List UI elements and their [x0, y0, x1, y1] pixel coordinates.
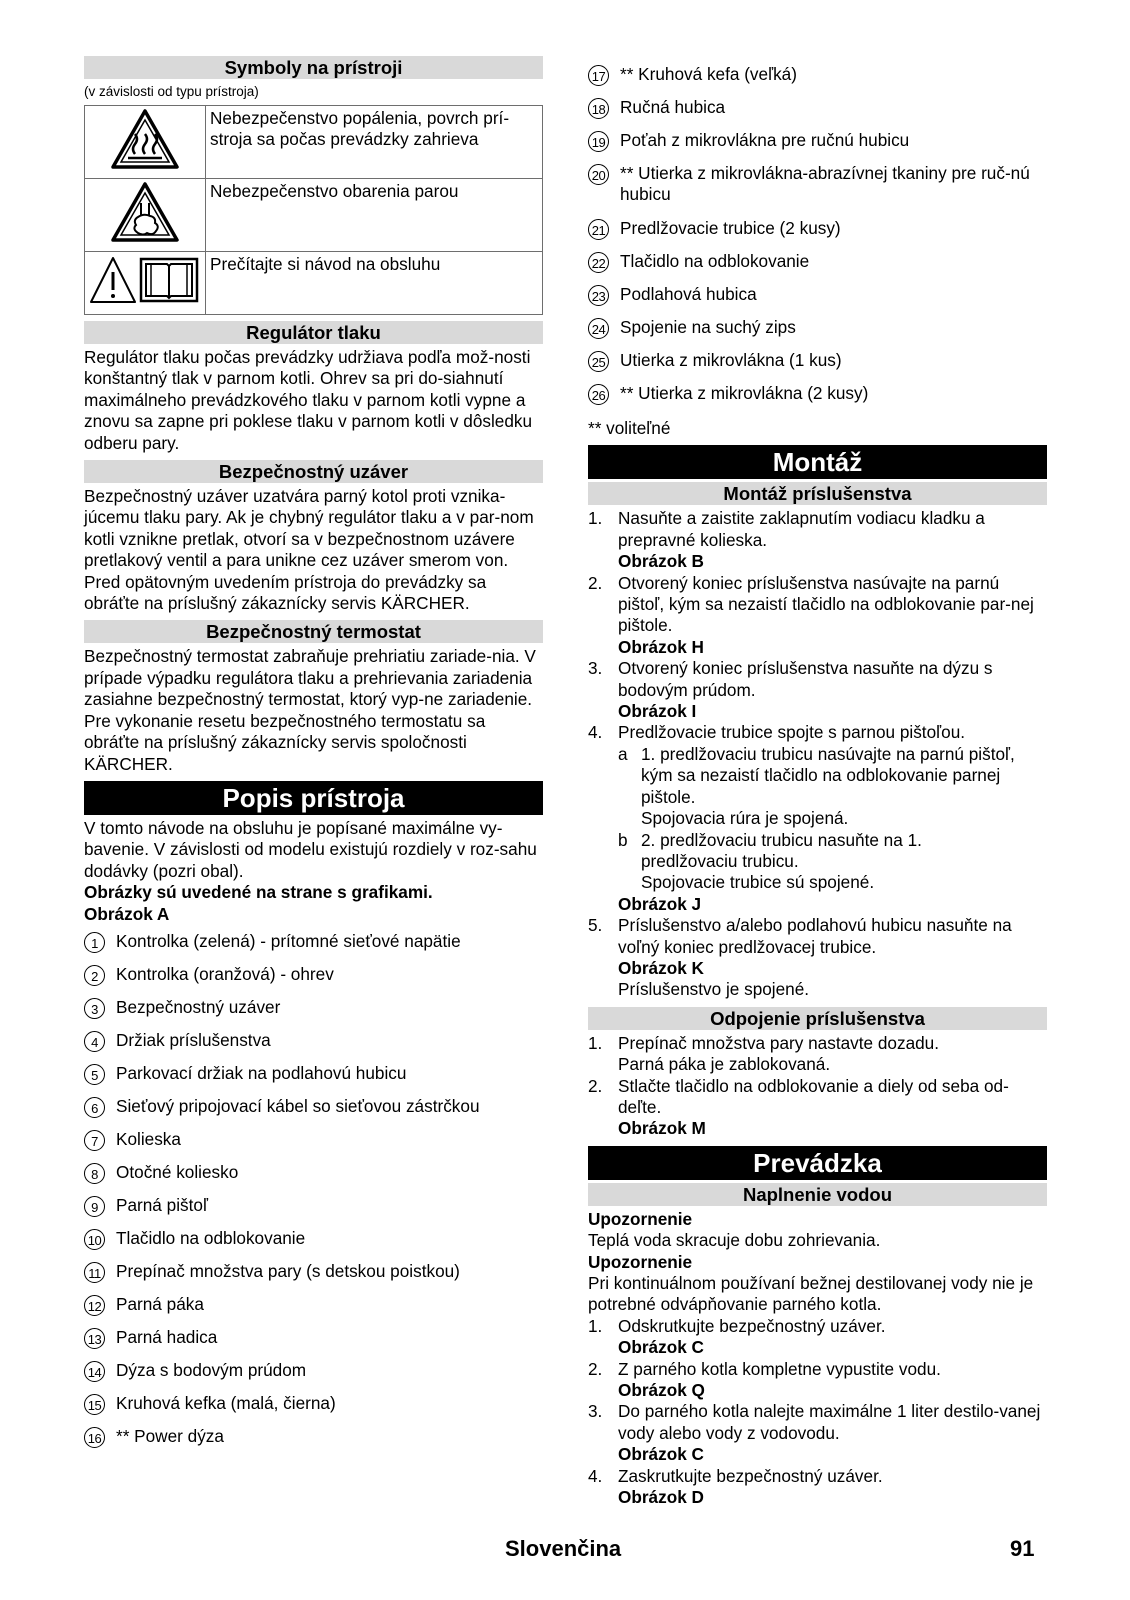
step-number: 2. — [588, 1075, 603, 1096]
optional-note: ** voliteľné — [588, 418, 671, 438]
step-text: Prepínač množstva pary nastavte dozadu. — [618, 1032, 940, 1053]
symbols-table — [84, 105, 543, 315]
figure-ref: Obrázok K — [618, 957, 704, 978]
substep-result: Spojovacia rúra je spojená. — [641, 808, 849, 829]
list-item — [84, 1426, 543, 1459]
item-number: 4 — [84, 1031, 105, 1052]
step-number: 4. — [588, 722, 603, 743]
pressure-text: Regulátor tlaku počas prevádzky udržiava podľa mož-nosti konštantný tlak v parnom kotli. Ohrev sa pri do-siahnutí maximálneho prevádzkového tlaku v parnom kotli vypne a znovu sa zapne pri poklese tlaku v parnom kotli v dôsledku odberu pary. — [84, 347, 533, 453]
lock-text-1: Bezpečnostný uzáver uzatvára parný kotol proti vznika-júcemu tlaku pary. Ak je chybný regulátor tlaku a v par-nom kotli vznikne pretlak, otvorí sa v bezpečnostnom uzávere pretlakový ventil a para unikne cez uzáver smerom von. — [84, 486, 534, 571]
lock-heading: Bezpečnostný uzáver — [84, 460, 543, 483]
list-item — [84, 931, 543, 964]
list-item — [84, 1393, 543, 1426]
step-text: Otvorený koniec príslušenstva nasuňte na dýzu s bodovým prúdom. — [618, 658, 993, 700]
mount-step-5 — [588, 915, 1047, 1001]
symbols-heading: Symboly na prístroji — [84, 56, 543, 79]
step-text: Stlačte tlačidlo na odblokovanie a diely od seba od-deľte. — [618, 1075, 1009, 1117]
list-item — [84, 964, 543, 997]
note-heading: Upozornenie — [588, 1251, 693, 1272]
figure-ref: Obrázok C — [618, 1444, 704, 1465]
symbols-note: (v závislosti od typu prístroja) — [84, 84, 259, 99]
item-number: 10 — [84, 1229, 105, 1250]
figure-ref: Obrázok C — [618, 1337, 704, 1358]
substep-text: 1. predlžovaciu trubicu nasúvajte na parnú pištoľ, kým sa nezaistí tlačidlo na odblokovanie parnej pištole. — [641, 743, 1015, 807]
mount-step-4 — [588, 722, 1047, 915]
steam-scald-warning-icon — [85, 179, 206, 252]
list-item — [84, 1261, 543, 1294]
item-text: Kolieska — [116, 1128, 181, 1149]
symbol-text-hot-surface: Nebezpečenstvo popálenia, povrch prí-stroja sa počas prevádzky zahrieva — [206, 106, 543, 179]
figure-ref: Obrázok D — [618, 1487, 704, 1508]
step-text: Do parného kotla nalejte maximálne 1 liter destilo-vanej vody alebo vody z vodovodu. — [618, 1401, 1041, 1443]
figure-ref: Obrázok J — [618, 893, 702, 914]
item-number: 19 — [588, 131, 609, 152]
detach-step-1 — [588, 1033, 1047, 1076]
step-text: Zaskrutkujte bezpečnostný uzáver. — [618, 1465, 883, 1486]
read-manual-icon — [85, 252, 206, 315]
list-item — [84, 1162, 543, 1195]
substep-result: Spojovacie trubice sú spojené. — [641, 872, 875, 893]
lock-text-2: Pred opätovným uvedením prístroja do prevádzky sa obráťte na príslušný zákaznícky servis KÄRCHER. — [84, 571, 487, 614]
note-text: Pri kontinuálnom používaní bežnej destilovanej vody nie je potrebné odvápňovanie parného kotla. — [588, 1273, 1034, 1315]
figure-ref: Obrázok Q — [618, 1380, 705, 1401]
item-text: Tlačidlo na odblokovanie — [116, 1227, 306, 1248]
item-number: 15 — [84, 1394, 105, 1415]
list-item — [588, 350, 1047, 383]
list-item — [588, 218, 1047, 251]
right-column — [588, 64, 1047, 1508]
step-number: 2. — [588, 1358, 603, 1379]
list-item — [84, 1030, 543, 1063]
list-item — [588, 64, 1047, 97]
list-item — [84, 1327, 543, 1360]
item-text: ** Kruhová kefa (veľká) — [620, 64, 797, 84]
item-number: 20 — [588, 164, 609, 185]
item-text: Parná páka — [116, 1293, 204, 1314]
left-column — [84, 56, 543, 1459]
item-number: 24 — [588, 318, 609, 339]
substep-letter: b — [618, 829, 628, 850]
substep-letter: a — [618, 743, 628, 764]
step-text: Príslušenstvo a/alebo podlahovú hubicu nasuňte na voľný koniec predlžovacej trubice. — [618, 915, 1012, 957]
item-text: Dýza s bodovým prúdom — [116, 1359, 307, 1380]
step-text: Predlžovacie trubice spojte s parnou pištoľou. — [618, 722, 966, 743]
item-text: Parná pištoľ — [116, 1194, 208, 1215]
thermostat-heading: Bezpečnostný termostat — [84, 620, 543, 643]
item-number: 14 — [84, 1361, 105, 1382]
thermostat-text-2: Pre vykonanie resetu bezpečnostného termostatu sa obráťte na príslušný zákaznícky servis spoločnosti KÄRCHER. — [84, 710, 486, 774]
item-number: 17 — [588, 65, 609, 86]
item-text: Ručná hubica — [620, 97, 726, 117]
item-number: 25 — [588, 351, 609, 372]
parts-list-left — [84, 931, 543, 1459]
step-number: 4. — [588, 1465, 603, 1486]
item-number: 2 — [84, 965, 105, 986]
description-text: V tomto návode na obsluhu je popísané maximálne vy-bavenie. V závislosti od modelu existujú rozdiely v roz-sahu dodávky (pozri obal). — [84, 817, 537, 881]
item-text: Predlžovacie trubice (2 kusy) — [620, 218, 841, 238]
substep-text: 2. predlžovaciu trubicu nasuňte na 1. predlžovaciu trubicu. — [641, 829, 922, 871]
figure-ref: Obrázok B — [618, 551, 704, 572]
step-text: Otvorený koniec príslušenstva nasúvajte na parnú pištoľ, kým sa nezaistí tlačidlo na odblokovanie par-nej pištole. — [618, 572, 1034, 636]
item-text: Bezpečnostný uzáver — [116, 996, 281, 1017]
item-text: Otočné koliesko — [116, 1161, 239, 1182]
figure-ref: Obrázok H — [618, 636, 704, 657]
step-number: 5. — [588, 915, 603, 936]
list-item — [84, 1063, 543, 1096]
item-number: 18 — [588, 98, 609, 119]
description-bold-note: Obrázky sú uvedené na strane s grafikami. — [84, 882, 433, 903]
hot-surface-warning-icon — [85, 106, 206, 179]
item-number: 21 — [588, 219, 609, 240]
substep-b — [618, 830, 1047, 894]
step-text: Nasuňte a zaistite zaklapnutím vodiacu kladku a prepravné kolieska. — [618, 508, 985, 550]
thermostat-text-1: Bezpečnostný termostat zabraňuje prehriatiu zariade-nia. V prípade výpadku regulátora tlaku a prehrievania zariadenia zasiahne bezpečnostný termostat, ktorý vyp-ne zariadenie. — [84, 646, 536, 710]
symbol-text-manual: Prečítajte si návod na obsluhu — [206, 252, 543, 315]
item-text: Parkovací držiak na podlahovú hubicu — [116, 1062, 407, 1083]
fill-step-3 — [588, 1401, 1047, 1465]
item-number: 13 — [84, 1328, 105, 1349]
item-number: 3 — [84, 998, 105, 1019]
list-item — [84, 1129, 543, 1162]
list-item — [84, 1294, 543, 1327]
list-item — [84, 1195, 543, 1228]
list-item — [84, 1228, 543, 1261]
description-heading: Popis prístroja — [84, 781, 543, 815]
accessory-detach-heading: Odpojenie príslušenstva — [588, 1007, 1047, 1030]
list-item — [84, 1360, 543, 1393]
figure-ref: Obrázok M — [618, 1118, 706, 1139]
item-number: 6 — [84, 1097, 105, 1118]
list-item — [588, 97, 1047, 130]
step-text: Odskrutkujte bezpečnostný uzáver. — [618, 1315, 886, 1336]
item-number: 11 — [84, 1262, 105, 1283]
step-number: 3. — [588, 1401, 603, 1422]
item-text: ** Utierka z mikrovlákna (2 kusy) — [620, 383, 869, 403]
item-text: ** Power dýza — [116, 1425, 224, 1446]
note-heading: Upozornenie — [588, 1208, 693, 1229]
item-text: Podlahová hubica — [620, 284, 757, 304]
step-number: 1. — [588, 1315, 603, 1336]
pressure-heading: Regulátor tlaku — [84, 321, 543, 344]
mounting-heading: Montáž — [588, 445, 1047, 479]
mount-step-2 — [588, 573, 1047, 659]
list-item — [84, 1096, 543, 1129]
list-item — [588, 130, 1047, 163]
step-number: 1. — [588, 1032, 603, 1053]
page-number: 91 — [1010, 1536, 1035, 1561]
operation-heading: Prevádzka — [588, 1146, 1047, 1180]
mount-step-1 — [588, 508, 1047, 572]
footer-language: Slovenčina — [505, 1536, 622, 1561]
item-number: 16 — [84, 1427, 105, 1448]
list-item — [588, 317, 1047, 350]
fill-step-2 — [588, 1359, 1047, 1402]
step-number: 2. — [588, 572, 603, 593]
parts-list-right — [588, 64, 1047, 416]
item-number: 7 — [84, 1130, 105, 1151]
step-number: 3. — [588, 658, 603, 679]
fill-water-heading: Naplnenie vodou — [588, 1183, 1047, 1206]
item-number: 12 — [84, 1295, 105, 1316]
detach-step-2 — [588, 1076, 1047, 1140]
item-number: 9 — [84, 1196, 105, 1217]
substep-a — [618, 744, 1047, 830]
item-number: 5 — [84, 1064, 105, 1085]
figure-ref: Obrázok I — [618, 701, 697, 722]
symbol-text-steam: Nebezpečenstvo obarenia parou — [206, 179, 543, 252]
step-number: 1. — [588, 508, 603, 529]
fill-step-1 — [588, 1316, 1047, 1359]
list-item — [588, 284, 1047, 317]
item-number: 26 — [588, 384, 609, 405]
item-text: Tlačidlo na odblokovanie — [620, 251, 810, 271]
step-text: Z parného kotla kompletne vypustite vodu. — [618, 1358, 941, 1379]
accessory-mounting-heading: Montáž príslušenstva — [588, 482, 1047, 505]
step-result: Parná páka je zablokovaná. — [618, 1054, 831, 1075]
item-text: Parná hadica — [116, 1326, 218, 1347]
list-item — [588, 163, 1047, 218]
item-text: ** Utierka z mikrovlákna-abrazívnej tkaniny pre ruč-nú hubicu — [620, 163, 1030, 205]
list-item — [588, 251, 1047, 284]
note-text: Teplá voda skracuje dobu zohrievania. — [588, 1230, 881, 1251]
list-item — [84, 997, 543, 1030]
item-number: 1 — [84, 932, 105, 953]
item-text: Spojenie na suchý zips — [620, 317, 796, 337]
item-text: Prepínač množstva pary (s detskou poistkou) — [116, 1260, 460, 1281]
item-text: Kontrolka (oranžová) - ohrev — [116, 963, 334, 984]
mount-step-3 — [588, 658, 1047, 722]
item-text: Utierka z mikrovlákna (1 kus) — [620, 350, 842, 370]
item-number: 22 — [588, 252, 609, 273]
fill-step-4 — [588, 1466, 1047, 1509]
item-number: 8 — [84, 1163, 105, 1184]
step-result: Príslušenstvo je spojené. — [618, 979, 810, 1000]
item-text: Sieťový pripojovací kábel so sieťovou zástrčkou — [116, 1095, 480, 1116]
item-text: Držiak príslušenstva — [116, 1029, 271, 1050]
item-text: Kontrolka (zelená) - prítomné sieťové napätie — [116, 930, 461, 951]
item-text: Poťah z mikrovlákna pre ručnú hubicu — [620, 130, 910, 150]
figure-ref-a: Obrázok A — [84, 903, 170, 924]
list-item — [588, 383, 1047, 416]
item-number: 23 — [588, 285, 609, 306]
item-text: Kruhová kefka (malá, čierna) — [116, 1392, 336, 1413]
